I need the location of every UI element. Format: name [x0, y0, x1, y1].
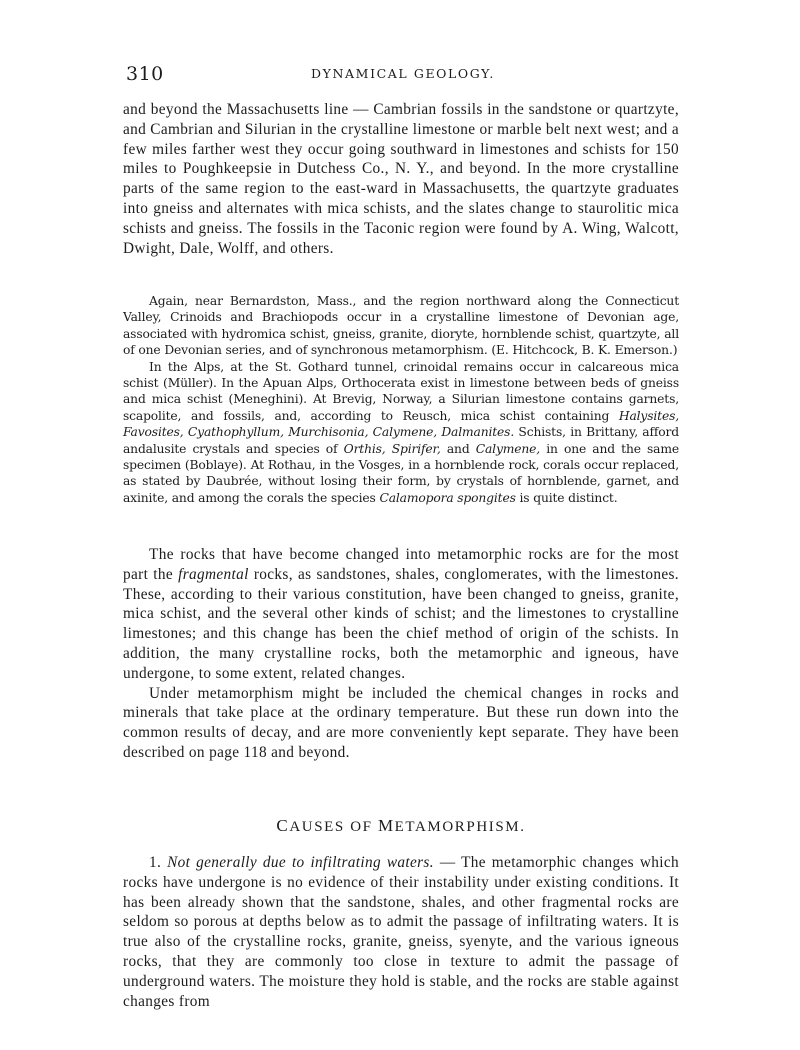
- note-paragraph-alps: In the Alps, at the St. Gothard tunnel, crinoidal remains occur in calcareous mica schist (Müller). In the Apuan Alps, Orthocerata exist in limestone between beds of gneiss and mica schist (Meneghini). At Brevig, Norway, a Silurian limestone contains garnets, scapolite, and fossils, and, according to Reusch, mica schist containing Halysites, Favosites, Cyathophyllum, Murchisonia, Calymene, Dalmanites. Schists, in Brittany, afford andalusite crystals and species of Orthis, Spirifer, and Calymene, in one and the same specimen (Boblaye). At Rothau, in the Vosges, in a hornblende rock, corals occur replaced, as stated by Daubrée, without losing their form, by crystals of hornblende, garnet, and axinite, and among the corals the species Calamopora spongites is quite distinct.: [123, 359, 679, 505]
- fossil-names-italic: Calymene,: [475, 441, 541, 456]
- paragraph-continued: [123, 100, 679, 258]
- running-head: DYNAMICAL GEOLOGY.: [311, 66, 495, 81]
- species-name-italic: Calamopora spongites: [379, 490, 516, 505]
- paragraph-chemical-changes: Under metamorphism might be included the chemical changes in rocks and minerals that take place at the ordinary temperature. But these run down into the common results of decay, and are more conveniently kept separate. They have been described on page 118 and beyond.: [123, 684, 679, 761]
- section-heading: CAUSES OF METAMORPHISM.: [276, 816, 526, 835]
- subheading-italic: Not generally due to infiltrating waters.: [167, 854, 434, 871]
- small-print-notes: [123, 293, 679, 506]
- emphasis-italic: fragmental: [178, 565, 249, 583]
- note-paragraph-bernardston: Again, near Bernardston, Mass., and the region northward along the Connecticut Valley, Crinoids and Brachiopods occur in a crystalline limestone of Devonian age, associated with hydromica schist, gneiss, granite, dioryte, hornblende schist, quartzyte, all of one Devonian series, and of synchronous metamorphism. (E. Hitchcock, B. K. Emerson.): [123, 294, 679, 358]
- fossil-names-italic: Halysites, Favosites, Cyathophyllum, Murchisonia, Calymene, Dalmanites.: [123, 408, 679, 440]
- page-number: 310: [126, 63, 164, 85]
- paragraph-text: 1. Not generally due to infiltrating waters. — The metamorphic changes which rocks have undergone is no evidence of their instability under existing conditions. It has been already shown that the sandstone, shales, and other fragmental rocks are seldom so porous at depths below as to admit the passage of infiltrating waters. It is true also of the crystalline rocks, granite, gneiss, syenyte, and the various igneous rocks, that they are commonly too close in texture to admit the passage of underground waters. The moisture they hold is stable, and the rocks are stable against changes from: [123, 854, 679, 1010]
- page-header: [126, 63, 680, 87]
- paragraph-text: The rocks that have become changed into metamorphic rocks are for the most part the fragmental rocks, as sandstones, shales, conglomerates, with the limestones. These, according to their various constitution, have been changed to gneiss, granite, mica schist, and the several other kinds of schist; and the limestones to crystalline limestones; and this change has been the chief method of origin of the schists. In addition, the many crystalline rocks, both the metamorphic and igneous, have undergone, to some extent, related changes.: [123, 546, 679, 682]
- paragraph-text: and beyond the Massachusetts line — Cambrian fossils in the sandstone or quartzyte, and Cambrian and Silurian in the crystalline limestone or marble belt next west; and a few miles farther west they occur going southward in limestones and schists for 150 miles to Poughkeepsie in Dutchess Co., N. Y., and beyond. In the more crystalline parts of the same region to the east-ward in Massachusetts, the quartzyte graduates into gneiss and alternates with mica schists, and the slates change to staurolitic mica schists and gneiss. The fossils in the Taconic region were found by A. Wing, Walcott, Dwight, Dale, Wolff, and others.: [123, 101, 679, 257]
- fossil-names-italic: Orthis, Spirifer,: [343, 441, 441, 456]
- paragraph-causes-1: [123, 853, 679, 1011]
- paragraph-metamorphic-rocks: [123, 545, 679, 763]
